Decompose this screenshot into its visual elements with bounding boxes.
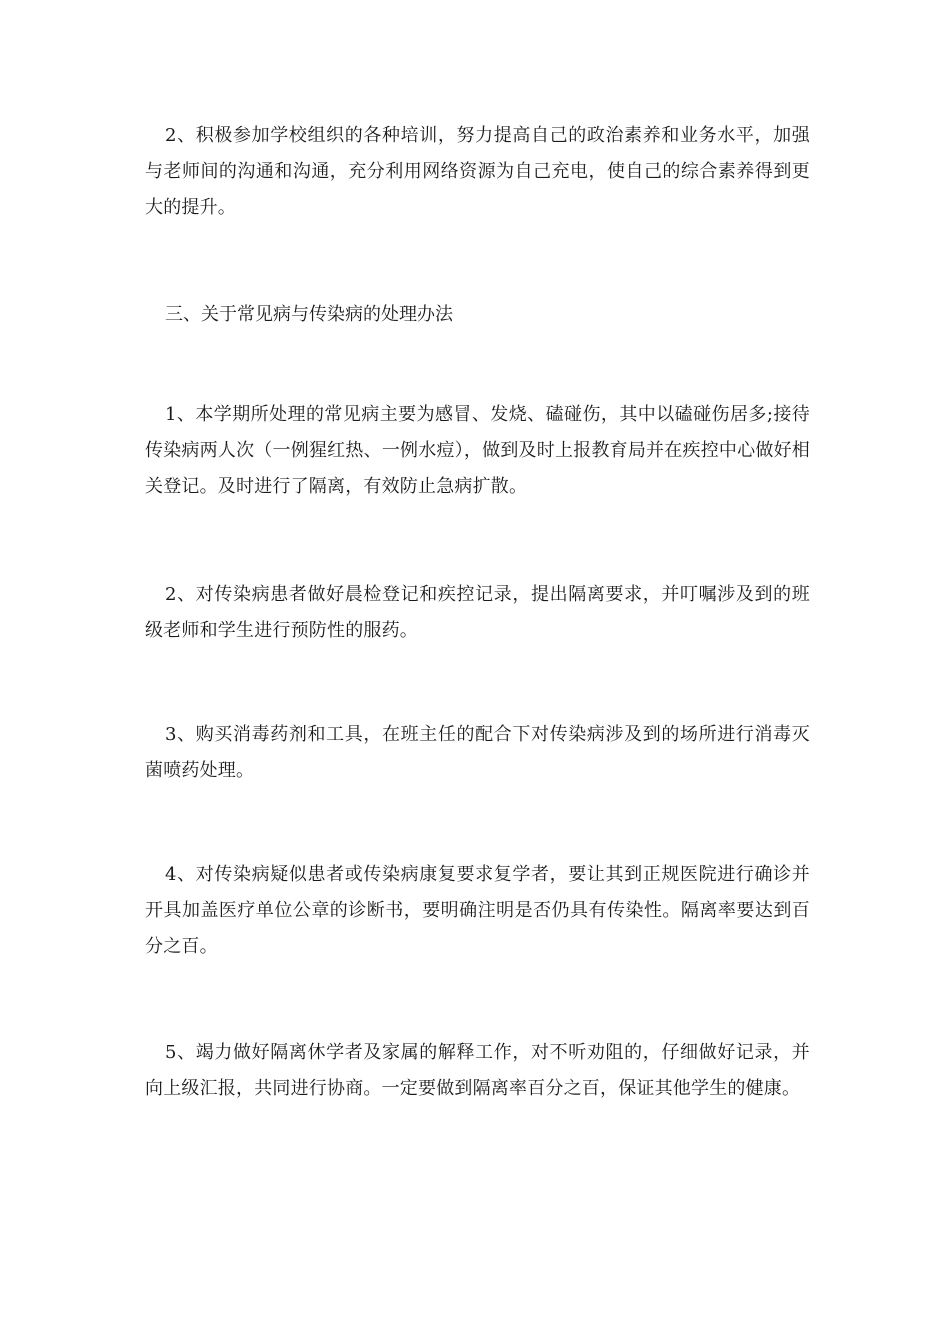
paragraph-common-diseases: 1、本学期所处理的常见病主要为感冒、发烧、磕碰伤，其中以磕碰伤居多;接待传染病两人次（一例猩红热、一例水痘），做到及时上报教育局并在疾控中心做好相关登记。及时进行了隔离，有效防止急病扩散。 (145, 404, 810, 497)
paragraph-disinfection: 3、购买消毒药剂和工具，在班主任的配合下对传染病涉及到的场所进行消毒灭菌喷药处理。 (145, 724, 810, 781)
paragraph-return-to-school: 4、对传染病疑似患者或传染病康复要求复学者，要让其到正规医院进行确诊并开具加盖医疗单位公章的诊断书，要明确注明是否仍具有传染性。隔离率要达到百分之百。 (145, 864, 810, 957)
section-heading-disease-handling: 三、关于常见病与传染病的处理办法 (165, 304, 453, 325)
paragraph-isolation-explanation: 5、竭力做好隔离休学者及家属的解释工作，对不听劝阻的，仔细做好记录，并向上级汇报，共同进行协商。一定要做到隔离率百分之百，保证其他学生的健康。 (145, 1042, 810, 1099)
paragraph-morning-check: 2、对传染病患者做好晨检登记和疾控记录，提出隔离要求，并叮嘱涉及到的班级老师和学生进行预防性的服药。 (145, 584, 810, 641)
paragraph-training: 2、积极参加学校组织的各种培训，努力提高自己的政治素养和业务水平，加强与老师间的沟通和沟通，充分利用网络资源为自己充电，使自己的综合素养得到更大的提升。 (145, 125, 810, 218)
